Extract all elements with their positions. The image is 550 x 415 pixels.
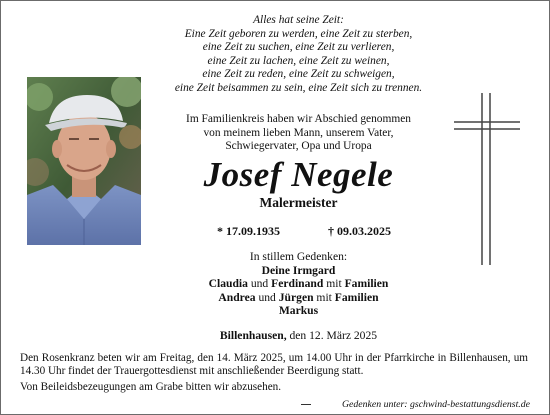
mourner-line: Markus <box>278 304 319 318</box>
footer-divider <box>301 404 311 405</box>
mourner-name: Ferdinand <box>271 277 324 291</box>
poem-line: Alles hat seine Zeit: <box>253 14 344 26</box>
date: den 12. März 2025 <box>286 329 378 342</box>
mourner-line <box>161 291 436 305</box>
cross-icon <box>454 93 520 265</box>
place-date <box>161 329 436 343</box>
mourner-name: Familien <box>334 290 379 304</box>
deceased-name: Josef Negele <box>203 155 394 194</box>
mourners-heading: In stillem Gedenken: <box>249 250 348 263</box>
mourner-conjunction: mit <box>323 277 345 291</box>
mourner-conjunction: und <box>255 290 279 304</box>
poem-line: eine Zeit zu lachen, eine Zeit zu weinen, <box>207 54 390 67</box>
mourner-line: Deine Irmgard <box>261 263 336 277</box>
poem-line: Eine Zeit geboren zu werden, eine Zeit zu sterben, <box>184 27 413 40</box>
intro-text <box>161 113 436 154</box>
mourner-conjunction: mit <box>313 290 335 304</box>
mourner-name: Andrea <box>218 290 256 304</box>
deceased-profession: Malermeister <box>259 195 338 210</box>
service-notice: Den Rosenkranz beten wir am Freitag, den 14. März 2025, um 14.00 Uhr in der Pfarrkirche in Billenhausen, um 14.30 Uhr findet der Trauergottesdienst mit anschließender Beerdigung statt. <box>20 352 528 378</box>
death-date: † 09.03.2025 <box>328 224 391 238</box>
condolence-note: Von Beileidsbezeugungen am Grabe bitten wir abzusehen. <box>20 381 282 393</box>
intro-line: von meinem lieben Mann, unserem Vater, <box>203 126 394 139</box>
mourner-name: Claudia <box>208 277 248 291</box>
birth-date: * 17.09.1935 <box>217 224 280 238</box>
place: Billenhausen, <box>219 329 287 342</box>
footer-link[interactable]: Gedenken unter: gschwind-bestattungsdienst.de <box>341 399 530 410</box>
mourner-name: Familien <box>344 277 389 291</box>
mourner-conjunction: und <box>247 277 272 291</box>
mourners <box>161 250 436 318</box>
intro-line: Schwiegervater, Opa und Uropa <box>225 140 372 153</box>
mourner-name: Jürgen <box>278 290 314 304</box>
portrait-photo <box>27 77 141 245</box>
mourner-line <box>161 277 436 291</box>
poem-line: eine Zeit zu reden, eine Zeit zu schweigen, <box>202 68 395 81</box>
poem <box>161 14 436 96</box>
poem-line: eine Zeit beisammen zu sein, eine Zeit sich zu trennen. <box>174 81 423 94</box>
poem-line: eine Zeit zu suchen, eine Zeit zu verlieren, <box>202 41 395 54</box>
intro-line: Im Familienkreis haben wir Abschied genommen <box>186 113 411 125</box>
